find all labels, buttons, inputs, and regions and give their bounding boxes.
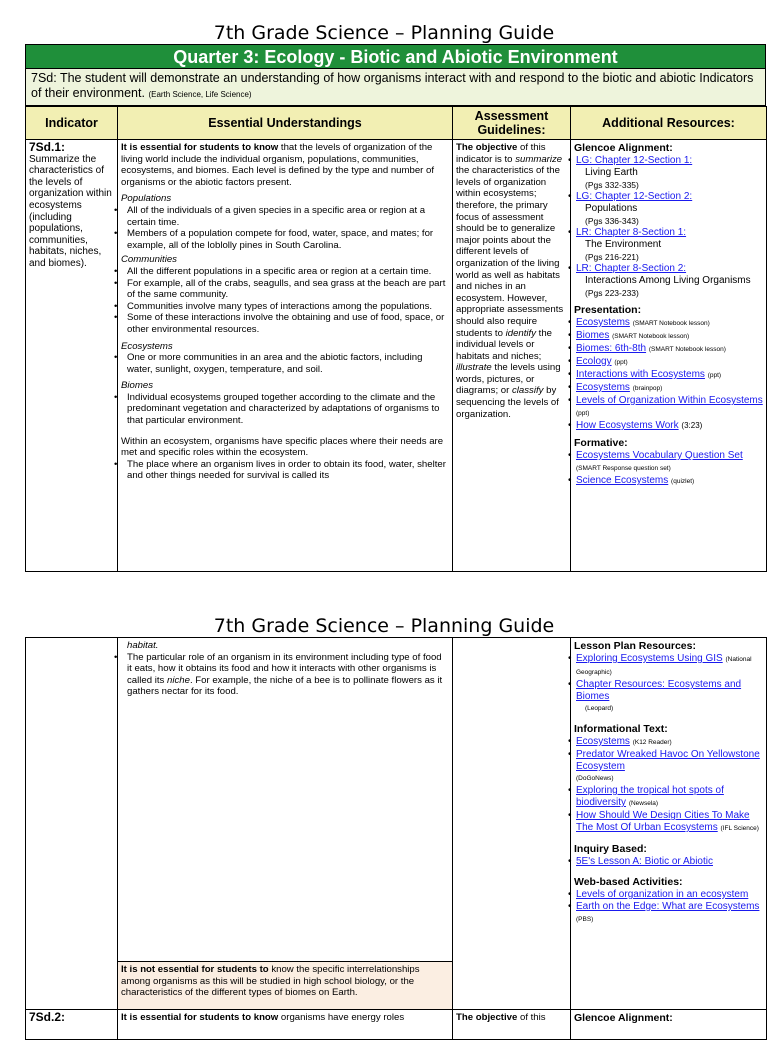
- web-heading: Web-based Activities:: [574, 876, 683, 888]
- planning-sheet-2: [25, 637, 766, 1040]
- assess-verb: classify: [511, 385, 544, 397]
- assessment-text: [456, 142, 567, 420]
- resource-item: [574, 889, 763, 901]
- assess-part: the levels using words, pictures, or diagrams; or: [456, 362, 561, 397]
- resource-note: (K12 Reader): [632, 739, 672, 746]
- resource-pages: (Pgs 332-335): [585, 180, 639, 190]
- glencoe-heading: Glencoe Alignment:: [574, 142, 673, 154]
- resource-pages: (Pgs 223-233): [585, 288, 639, 298]
- resource-item: [574, 191, 763, 227]
- resource-link[interactable]: Ecosystems: [576, 736, 630, 747]
- indicator-cell: [26, 1010, 118, 1040]
- quarter-banner: Quarter 3: Ecology - Biotic and Abiotic Environment: [25, 44, 766, 69]
- eu-point: • Individual ecosystems grouped together according to the climate and the predominant vegetation and characterized by adaptations of organisms to that particular environment.: [121, 392, 449, 427]
- assess-part: the characteristics of the levels of organization within ecosystems; therefore, the primary focus of assessment should be to generalize major points about the different levels of organization of the living world as well as habitats and niches in an ecosystem. However, appropriate assessments should also require students to: [456, 165, 564, 339]
- essential-cell: [118, 140, 453, 572]
- not-essential-cell: [118, 962, 453, 1010]
- resource-detail: Populations: [585, 203, 638, 214]
- inquiry-heading: Inquiry Based:: [574, 843, 647, 855]
- resource-item: [574, 382, 763, 395]
- biomes-heading: Biomes: [121, 380, 153, 392]
- assess-verb: illustrate: [456, 362, 492, 374]
- assess-verb: summarize: [515, 153, 563, 165]
- page-title: 7th Grade Science – Planning Guide: [213, 615, 555, 637]
- resource-item: [574, 263, 763, 299]
- resources-cell: [571, 140, 767, 572]
- resource-item: [574, 679, 763, 715]
- resource-note: (National Geographic): [576, 656, 752, 676]
- resource-link[interactable]: Predator Wreaked Havoc On Yellowstone Ecosystem: [576, 749, 760, 772]
- resource-note: (DoGoNews): [576, 775, 614, 782]
- indicator-code: 7Sd.2:: [29, 1010, 66, 1024]
- resource-item: [574, 475, 763, 488]
- standard-text: 7Sd: The student will demonstrate an understanding of how organisms interact with and respond to the biotic and abiotic Indicators of their environment.: [31, 71, 754, 100]
- eu-point: • Members of a population compete for food, water, space, and mates; for example, all of the loblolly pines in South Carolina.: [121, 228, 449, 251]
- assess-verb: identify: [505, 327, 537, 339]
- resource-link[interactable]: Earth on the Edge: What are Ecosystems: [576, 901, 760, 912]
- resource-item: [574, 356, 763, 369]
- populations-heading: Populations: [121, 193, 172, 205]
- resource-item: [574, 653, 763, 679]
- resource-item: [574, 749, 763, 785]
- resources-cell: [571, 638, 767, 1010]
- resource-link[interactable]: Science Ecosystems: [576, 475, 669, 486]
- niche-text: . For example, the niche of a bee is to pollinate flowers as it gathers nectar for its food.: [127, 674, 443, 698]
- resource-link[interactable]: Biomes: [576, 330, 610, 341]
- indicator-cell: [26, 638, 118, 1010]
- resource-detail: Living Earth: [585, 167, 638, 178]
- eu-point: • For example, all of the crabs, seagulls, and sea grass at the beach are part of the same community.: [121, 278, 449, 301]
- assess-part: of this: [517, 1012, 546, 1023]
- header-resources: Additional Resources:: [571, 107, 767, 140]
- resource-note: (IFL Science): [720, 825, 759, 832]
- niche-text: The particular role of an organism in its environment including type of food it eats, how it obtains its food and how it interacts with other organisms is called its: [127, 651, 442, 686]
- resource-detail: Interactions Among Living Organisms: [585, 275, 751, 286]
- assess-part: by sequencing the levels of organization.: [456, 385, 559, 420]
- resource-link[interactable]: Levels of Organization Within Ecosystems: [576, 395, 763, 406]
- resource-pages: (Pgs 216-221): [585, 252, 639, 262]
- resource-item: [574, 369, 763, 382]
- essential-cell: [118, 1010, 453, 1040]
- resource-item: [574, 450, 763, 475]
- standard-statement: [25, 69, 766, 106]
- resource-link[interactable]: Ecosystems Vocabulary Question Set: [576, 450, 743, 461]
- lesson-plan-heading: Lesson Plan Resources:: [574, 640, 696, 652]
- resource-link[interactable]: Ecosystems: [576, 317, 630, 328]
- resource-item: [574, 155, 763, 191]
- header-assessment: Assessment Guidelines:: [453, 107, 571, 140]
- assess-part: of this indicator is to: [456, 142, 546, 165]
- within-text: Within an ecosystem, organisms have specific places where their needs are met and specific roles within the ecosystem.: [121, 435, 444, 459]
- standard-note: (Earth Science, Life Science): [148, 90, 252, 99]
- resource-item: [574, 227, 763, 263]
- niche-word: niche: [167, 674, 190, 686]
- essential-cell: [118, 638, 453, 962]
- resource-note: (brainpop): [632, 385, 663, 392]
- indicator-code: 7Sd.1:: [29, 140, 66, 154]
- resource-link[interactable]: Levels of organization in an ecosystem: [576, 889, 749, 900]
- eu-point: • Communities involve many types of interactions among the populations.: [121, 301, 449, 313]
- resource-item: [574, 856, 763, 868]
- eu-point: [121, 652, 449, 698]
- not-essential-text: know the specific interrelationships among organisms as this will be studied in high school biology, or the characteristics of the different types of biomes on Earth.: [121, 964, 420, 999]
- resource-item: [574, 317, 763, 330]
- resource-link[interactable]: LR: Chapter 8-Section 2:: [576, 263, 687, 274]
- resource-link[interactable]: Biomes: 6th-8th: [576, 343, 647, 354]
- eu-lead: [121, 142, 449, 188]
- assessment-cell: [453, 1010, 571, 1040]
- resource-link[interactable]: Ecosystems: [576, 382, 630, 393]
- eu-lead-bold: It is essential for students to know: [121, 142, 279, 153]
- planning-sheet-1: [25, 44, 766, 572]
- header-essential: Essential Understandings: [118, 107, 453, 140]
- eu-point: • The place where an organism lives in order to obtain its food, water, shelter and other things needed for survival is called its: [121, 459, 449, 482]
- resource-link[interactable]: Exploring Ecosystems Using GIS: [576, 653, 723, 664]
- formative-heading: Formative:: [574, 437, 628, 449]
- resource-item: [574, 330, 763, 343]
- assessment-cell: [453, 638, 571, 1010]
- assess-bold: The objective: [456, 142, 518, 153]
- resource-note: (ppt): [707, 372, 722, 379]
- resource-item: [574, 736, 763, 749]
- glencoe-heading: Glencoe Alignment:: [574, 1012, 673, 1024]
- resource-link[interactable]: Interactions with Ecosystems: [576, 369, 705, 380]
- header-indicator: Indicator: [26, 107, 118, 140]
- resource-detail: The Environment: [585, 239, 662, 250]
- resource-link[interactable]: 5E's Lesson A: Biotic or Abiotic: [576, 856, 713, 867]
- resource-link[interactable]: How Should We Design Cities To Make The Most Of Urban Ecosystems: [576, 810, 750, 833]
- not-essential-bold: It is not essential for students to: [121, 964, 269, 975]
- resource-note: (SMART Response question set): [576, 465, 671, 472]
- informational-heading: Informational Text:: [574, 723, 668, 735]
- assess-part: the individual levels or habitats and niches;: [456, 327, 553, 362]
- resource-note: (SMART Notebook lesson): [612, 333, 690, 340]
- eu-lead-rest: organisms have energy roles: [278, 1012, 405, 1023]
- resource-item: [574, 901, 763, 926]
- resource-item: [574, 395, 763, 420]
- resource-link[interactable]: Exploring the tropical hot spots of biodiversity: [576, 785, 724, 808]
- planning-table-1: [25, 106, 767, 572]
- resource-note: (Leopard): [585, 705, 614, 712]
- resource-link[interactable]: LR: Chapter 8-Section 1:: [576, 227, 687, 238]
- resource-note: (PBS): [576, 916, 594, 923]
- resource-note: (ppt): [576, 410, 590, 417]
- eu-point: • Some of these interactions involve the obtaining and use of food, space, or other environmental resources.: [121, 312, 449, 335]
- indicator-cell: [26, 140, 118, 572]
- indicator-text: Summarize the characteristics of the levels of organization within ecosystems (including populations, communities, habitats, niches, and biomes).: [29, 153, 112, 269]
- eu-point: • One or more communities in an area and the abiotic factors, including water, sunlight, oxygen, temperature, and soil.: [121, 352, 449, 375]
- resource-item: [574, 785, 763, 810]
- resource-pages: (Pgs 336-343): [585, 216, 639, 226]
- eu-lead-bold: It is essential for students to know: [121, 1012, 279, 1023]
- resource-item: [574, 343, 763, 356]
- page-title: 7th Grade Science – Planning Guide: [213, 22, 555, 44]
- resource-link[interactable]: LG: Chapter 12-Section 1:: [576, 155, 693, 166]
- communities-heading: Communities: [121, 254, 177, 266]
- eu-point: • All the different populations in a specific area or region at a certain time.: [121, 266, 449, 278]
- resource-link[interactable]: Chapter Resources: Ecosystems and Biomes: [576, 679, 742, 702]
- resource-note: (ppt): [614, 359, 628, 366]
- habitat-word: habitat.: [127, 640, 159, 651]
- resource-note: (Newsela): [628, 800, 659, 807]
- planning-table-2: [25, 637, 767, 1040]
- resource-link[interactable]: Ecology: [576, 356, 612, 367]
- assessment-cell: [453, 140, 571, 572]
- presentation-heading: Presentation:: [574, 304, 642, 316]
- resource-item: [574, 420, 763, 432]
- assess-bold: The objective: [456, 1012, 518, 1023]
- resource-note: (3:23): [681, 421, 703, 430]
- eu-point: • All of the individuals of a given species in a specific area or region at a certain time.: [121, 205, 449, 228]
- ecosystems-heading: Ecosystems: [121, 340, 173, 352]
- resources-cell: [571, 1010, 767, 1040]
- resource-link[interactable]: How Ecosystems Work: [576, 420, 679, 431]
- resource-item: [574, 810, 763, 835]
- resource-note: (quizlet): [671, 478, 695, 485]
- resource-note: (SMART Notebook lesson): [632, 320, 710, 327]
- resource-link[interactable]: LG: Chapter 12-Section 2:: [576, 191, 693, 202]
- resource-note: (SMART Notebook lesson): [648, 346, 726, 353]
- eu-lead-rest: that the levels of organization of the living world include the individual organism, populations, communities, ecosystems, and biomes. Each level is defined by the type and number of organisms or the abiotic factors present.: [121, 142, 435, 188]
